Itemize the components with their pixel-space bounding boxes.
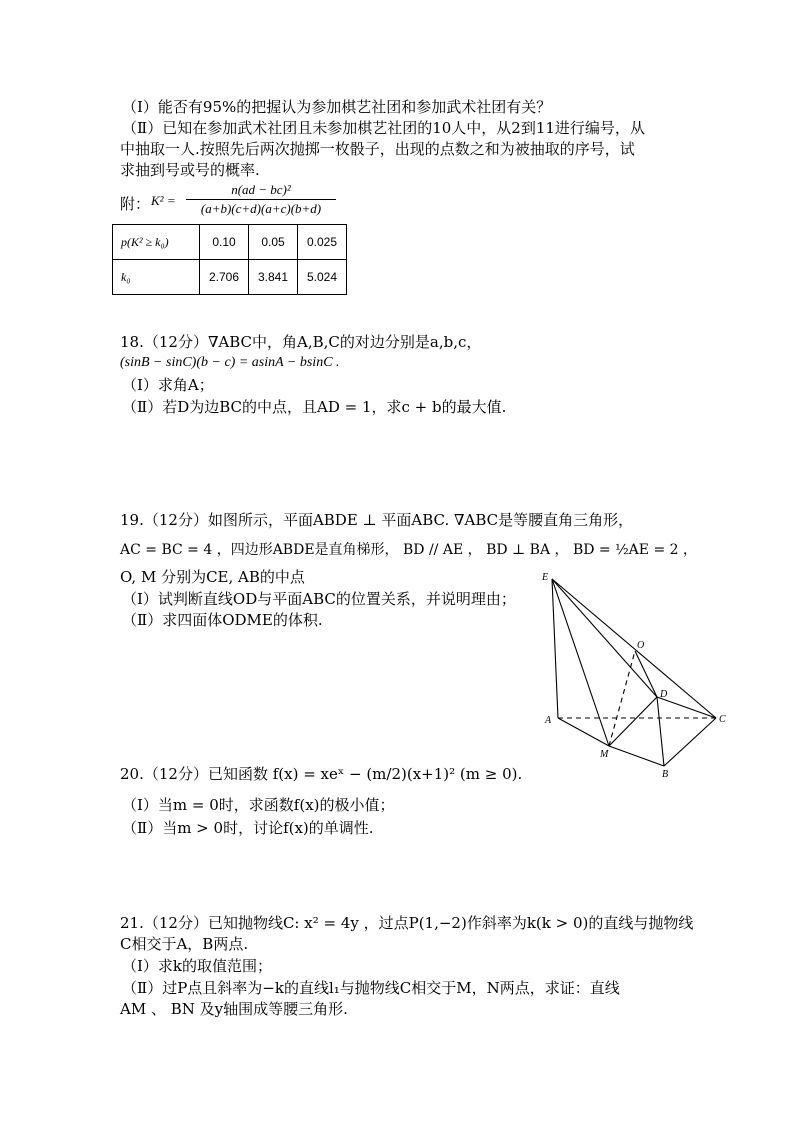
critical-value-table xyxy=(112,224,347,295)
q19-part2: （Ⅱ）求四面体ODME的体积. xyxy=(122,611,323,629)
q19-line2: AC = BC = 4 ，四边形ABDE是直角梯形， BD // AE ， BD ⊥ BA ， BD = ½AE = 2 ， xyxy=(120,542,697,558)
formula-denominator: (a+b)(c+d)(a+c)(b+d) xyxy=(200,201,322,216)
q21-part1: （Ⅰ）求k的取值范围； xyxy=(122,957,273,975)
q18-line2: (sinB − sinC)(b − c) = asinA − bsinC . xyxy=(120,355,340,370)
q21-line1: 21.（12分）已知抛物线C: x² = 4y ，过点P(1,−2)作斜率为k(k > 0)的直线与抛物线 xyxy=(120,914,694,932)
label-b: B xyxy=(662,769,669,780)
edge-ea xyxy=(552,579,558,718)
edge-mo-dashed xyxy=(609,651,635,746)
q18-part1: （Ⅰ）求角A； xyxy=(122,376,214,394)
edge-od xyxy=(635,651,657,697)
table-header-k0: k₀ xyxy=(113,260,200,295)
q19-part1: （Ⅰ）试判断直线OD与平面ABC的位置关系，并说明理由； xyxy=(122,590,516,608)
table-cell: 5.024 xyxy=(298,260,347,295)
label-m: M xyxy=(600,749,609,760)
q19-line1: 19.（12分）如图所示，平面ABDE ⊥ 平面ABC. ∇ABC是等腰直角三角形， xyxy=(120,511,634,529)
q17-part1: （Ⅰ）能否有95%的把握认为参加棋艺社团和参加武术社团有关？ xyxy=(122,98,552,116)
label-c: C xyxy=(719,714,726,725)
label-e: E xyxy=(542,572,549,583)
q17-part2-line2: 中抽取一人.按照先后两次抛掷一枚骰子，出现的点数之和为被抽取的序号，试 xyxy=(120,140,635,158)
formula-numerator: n(ad − bc)² xyxy=(186,182,336,200)
table-cell: 3.841 xyxy=(249,260,298,295)
table-header-p: p(K² ≥ k₀) xyxy=(113,225,200,260)
edge-md xyxy=(609,697,657,746)
q18-part2: （Ⅱ）若D为边BC的中点，且AD = 1，求c + b的最大值. xyxy=(122,398,507,416)
q18-line1: 18.（12分）∇ABC中，角A,B,C的对边分别是a,b,c， xyxy=(120,333,482,351)
table-cell: 2.706 xyxy=(200,260,249,295)
k-squared-formula xyxy=(186,182,336,217)
q20-line1: 20.（12分）已知函数 f(x) = xeˣ − (m/2)(x+1)² (m ≥ 0). xyxy=(120,765,523,783)
label-o: O xyxy=(637,640,645,651)
edge-db xyxy=(657,697,664,766)
geometry-diagram xyxy=(536,566,736,781)
q20-part2: （Ⅱ）当m > 0时，讨论f(x)的单调性. xyxy=(122,819,374,837)
appendix-label: 附： xyxy=(120,195,151,213)
q21-part2-line2: AM 、 BN 及y轴围成等腰三角形. xyxy=(120,1000,348,1018)
edge-em xyxy=(552,579,609,746)
q21-part2-line1: （Ⅱ）过P点且斜率为−k的直线l₁与抛物线C相交于M，N两点，求证：直线 xyxy=(122,979,620,997)
table-cell: 0.10 xyxy=(200,225,249,260)
edge-ed xyxy=(552,579,657,697)
q20-part1: （Ⅰ）当m = 0时，求函数f(x)的极小值； xyxy=(122,796,395,814)
q21-line2: C相交于A，B两点. xyxy=(120,935,249,953)
label-a: A xyxy=(545,715,552,726)
edge-mb xyxy=(609,746,664,766)
q17-part2-line3: 求抽到号或号的概率. xyxy=(120,161,260,179)
q17-part2-line1: （Ⅱ）已知在参加武术社团且未参加棋艺社团的10人中，从2到11进行编号，从 xyxy=(122,119,645,137)
table-row xyxy=(113,225,347,260)
edge-ec xyxy=(552,579,716,718)
edge-dc xyxy=(657,697,716,718)
table-cell: 0.05 xyxy=(249,225,298,260)
table-cell: 0.025 xyxy=(298,225,347,260)
formula-lhs: K² = xyxy=(151,193,176,208)
label-d: D xyxy=(660,689,668,700)
edge-bc xyxy=(664,718,716,766)
table-row xyxy=(113,260,347,295)
q19-line3: O, M 分别为CE, AB的中点 xyxy=(120,568,305,586)
